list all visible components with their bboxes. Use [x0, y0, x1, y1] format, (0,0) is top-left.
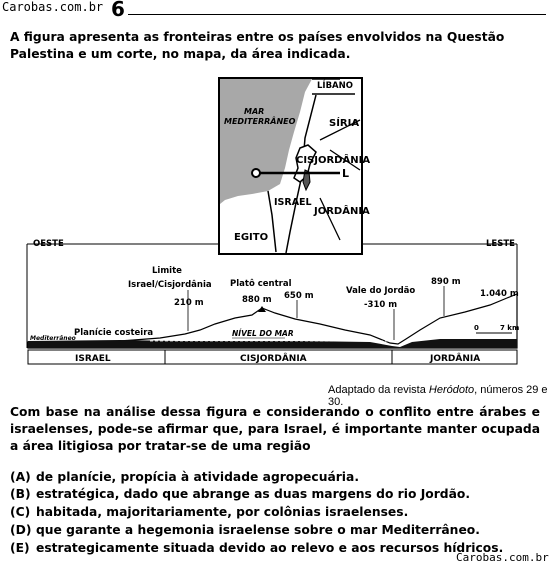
option-text: que garante a hegemonia israelense sobre o mar Mediterrâneo. — [36, 523, 480, 537]
bar-jordania: JORDÂNIA — [430, 354, 481, 364]
label-cisjordania-map: CISJORDÂNIA — [296, 155, 371, 166]
label-mar: MAR — [244, 107, 265, 116]
label-890: 890 m — [431, 277, 461, 287]
option-d[interactable] — [10, 522, 480, 539]
label-limite-2: Israel/Cisjordânia — [128, 280, 212, 290]
label-210: 210 m — [174, 298, 204, 308]
section-origin — [252, 169, 260, 177]
option-letter: (E) — [10, 541, 30, 555]
label-planicie: Planície costeira — [74, 328, 154, 338]
label-limite-1: Limite — [152, 266, 182, 276]
bar-israel: ISRAEL — [75, 354, 111, 364]
option-text: estrategicamente situada devido ao relevo e aos recursos hídricos. — [36, 541, 504, 555]
label-vale-2: -310 m — [364, 300, 398, 310]
label-jordania-map: JORDÂNIA — [314, 206, 370, 217]
label-mediterraneo: MEDITERRÂNEO — [224, 117, 296, 126]
option-b[interactable] — [10, 486, 470, 503]
bar-cisjordania: CISJORDÂNIA — [240, 354, 307, 364]
option-letter: (C) — [10, 505, 31, 519]
option-text: habitada, majoritariamente, por colônias israelenses. — [36, 505, 409, 519]
option-text: estratégica, dado que abrange as duas margens do rio Jordão. — [36, 487, 470, 501]
option-a[interactable] — [10, 469, 359, 486]
label-leste: LESTE — [486, 239, 515, 249]
label-libano: LÍBANO — [317, 81, 353, 91]
caption-suffix: , números 29 e 30. — [328, 384, 548, 408]
label-egito: EGITO — [234, 232, 269, 243]
site-footer: Carobas.com.br — [456, 551, 549, 564]
caption-prefix: Adaptado da revista — [328, 384, 429, 396]
option-letter: (D) — [10, 523, 32, 537]
label-mediterraneo-profile: Mediterrâneo — [30, 335, 76, 342]
label-650: 650 m — [284, 291, 314, 301]
option-e[interactable] — [10, 540, 503, 557]
option-c[interactable] — [10, 504, 408, 521]
option-letter: (A) — [10, 470, 31, 484]
label-scale-0: 0 — [474, 324, 479, 332]
label-israel-map: ISRAEL — [274, 197, 312, 208]
question-text: Com base na análise dessa figura e considerando o conflito entre árabes e israelenses, pode-se afirmar que, para Israel, é importante manter ocupada a área litigiosa por tratar-se de uma região — [10, 405, 540, 453]
label-siria: SÍRIA — [329, 118, 360, 129]
label-880: 880 m — [242, 295, 272, 305]
option-text: de planície, propícia à atividade agropecuária. — [36, 470, 359, 484]
label-scale-7: 7 km — [500, 324, 520, 332]
page-number: 6 — [111, 0, 125, 21]
site-header: Carobas.com.br — [2, 0, 104, 14]
option-letter: (B) — [10, 487, 31, 501]
label-vale-1: Vale do Jordão — [346, 286, 416, 296]
caption-source: Heródoto — [428, 384, 475, 396]
question-intro: A figura apresenta as fronteiras entre os países envolvidos na Questão Palestina e um corte, no mapa, da área indicada. — [10, 30, 505, 61]
label-L: L — [342, 167, 350, 180]
label-nivel: NÍVEL DO MAR — [232, 329, 294, 338]
label-oeste: OESTE — [33, 239, 64, 249]
label-1040: 1.040 m — [480, 289, 519, 299]
label-plato: Platô central — [230, 279, 292, 289]
